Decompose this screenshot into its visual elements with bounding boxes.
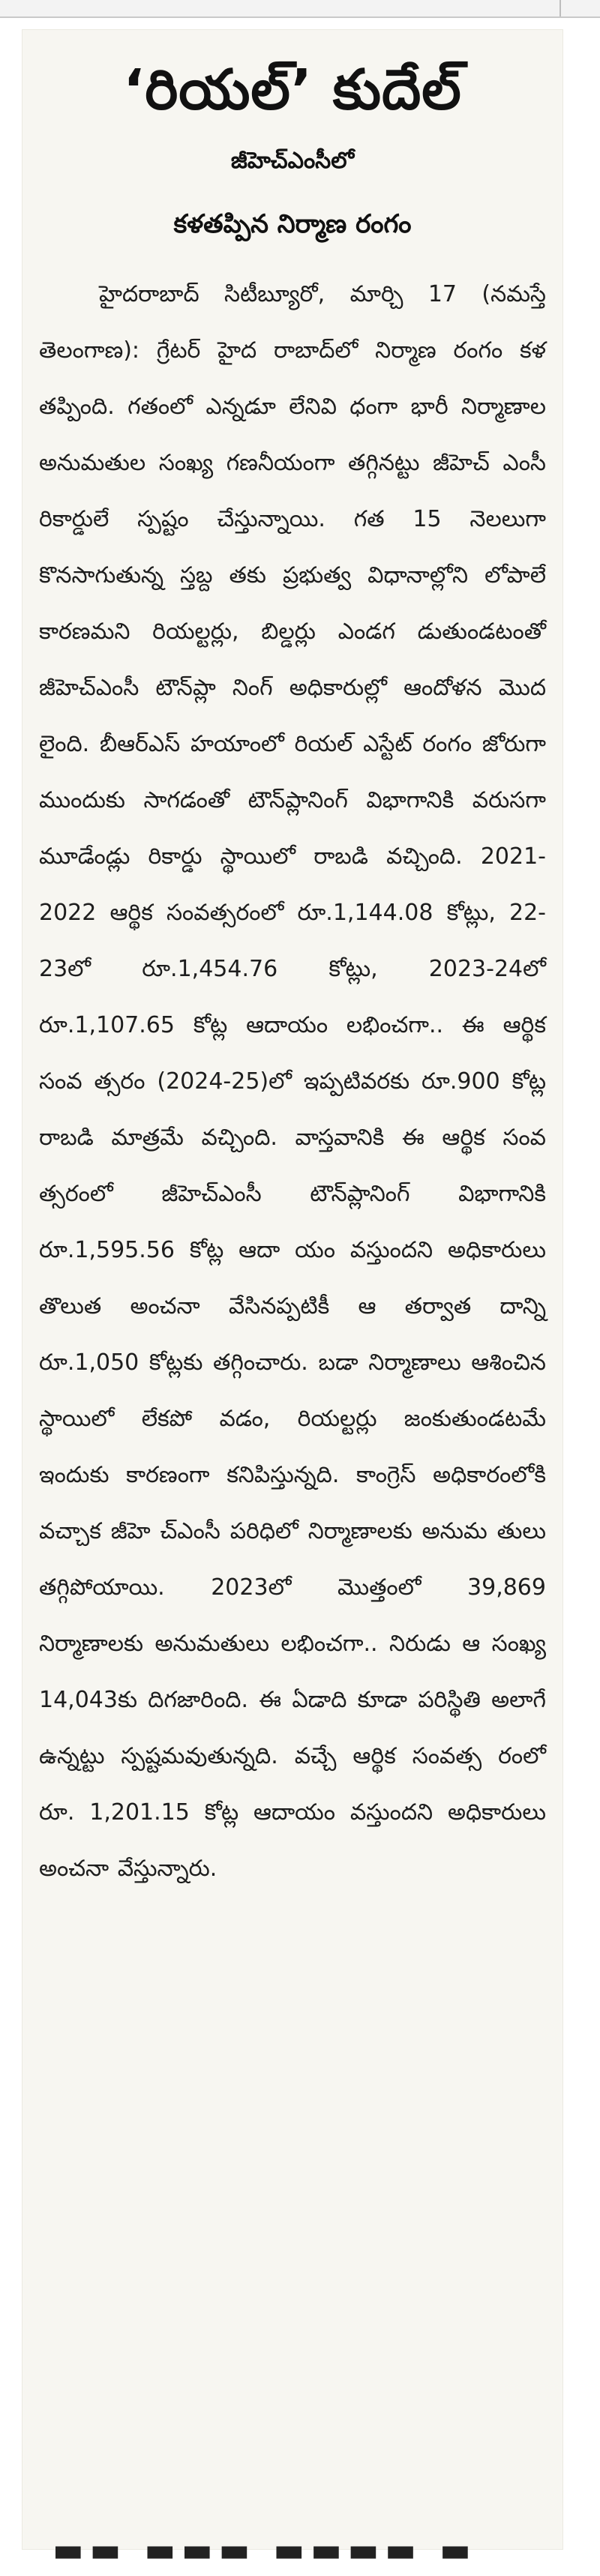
newspaper-clipping bbox=[22, 30, 562, 2569]
previous-clip-edge bbox=[0, 0, 600, 18]
next-article-cutoff bbox=[22, 2519, 562, 2569]
kicker: జీహెచ్ఎంసీలో bbox=[230, 148, 355, 175]
article-body: హైదరాబాద్ సిటీబ్యూరో, మార్చి 17 (నమస్తే తెలంగాణ): గ్రేటర్ హైద రాబాద్‌లో నిర్మాణ రంగం కళ తప్పింది. గతంలో ఎన్నడూ లేనివి ధంగా భారీ నిర్మాణాల అనుమతుల సంఖ్య గణనీయంగా తగ్గినట్టు జీహెచ్ ఎంసీ రికార్డులే స్పష్టం చేస్తున్నాయి. గత 15 నెలలుగా కొనసాగుతున్న స్తబ్ద తకు ప్రభుత్వ విధానాల్లోని లోపాలే కారణమని రియల్టర్లు, బిల్డర్లు ఎండగ డుతుండటంతో జీహెచ్ఎంసీ టౌన్‌ప్లా నింగ్ అధికారుల్లో ఆందోళన మొద లైంది. బీఆర్‌ఎస్ హయాంలో రియల్ ఎస్టేట్ రంగం జోరుగా ముందుకు సాగడంతో టౌన్‌ప్లానింగ్ విభాగానికి వరుసగా మూడేండ్లు రికార్డు స్థాయిలో రాబడి వచ్చింది. 2021-2022 ఆర్థిక సంవత్సరంలో రూ.1,144.08 కోట్లు, 22-23లో రూ.1,454.76 కోట్లు, 2023-24లో రూ.1,107.65 కోట్ల ఆదాయం లభించగా.. ఈ ఆర్థిక సంవ త్సరం (2024-25)లో ఇప్పటివరకు రూ.900 కోట్ల రాబడి మాత్రమే వచ్చింది. వాస్తవానికి ఈ ఆర్థిక సంవ త్సరంలో జీహెచ్ఎంసీ టౌన్‌ప్లానింగ్ విభాగానికి రూ.1,595.56 కోట్ల ఆదా యం వస్తుందని అధికారులు తొలుత అంచనా వేసినప్పటికీ ఆ తర్వాత దాన్ని రూ.1,050 కోట్లకు తగ్గించారు. బడా నిర్మాణాలు ఆశించిన స్థాయిలో లేకపో వడం, రియల్టర్లు జంకుతుండటమే ఇందుకు కారణంగా కనిపిస్తున్నది. కాంగ్రెస్ అధికారంలోకి వచ్చాక జీహె చ్ఎంసీ పరిధిలో నిర్మాణాలకు అనుమ తులు తగ్గిపోయాయి. 2023లో మొత్తంలో 39,869 నిర్మాణాలకు అనుమతులు లభించగా.. నిరుడు ఆ సంఖ్య 14,043కు దిగజారింది. ఈ ఏడాది కూడా పరిస్థితి అలాగే ఉన్నట్టు స్పష్టమవుతున్నది. వచ్చే ఆర్థిక సంవత్స రంలో రూ. 1,201.15 కోట్ల ఆదాయం వస్తుందని అధికారులు అంచనా వేస్తున్నారు. bbox=[39, 281, 546, 1883]
subheadline: కళతప్పిన నిర్మాణ రంగం bbox=[173, 209, 412, 240]
next-article-heading-fragment: ▬▬ ▬▬▬ ▬▬▬▬ ▬ bbox=[52, 2531, 477, 2569]
previous-clip-corner-line bbox=[560, 0, 561, 16]
headline: ‘రియల్’ కుదేల్ bbox=[123, 58, 462, 122]
